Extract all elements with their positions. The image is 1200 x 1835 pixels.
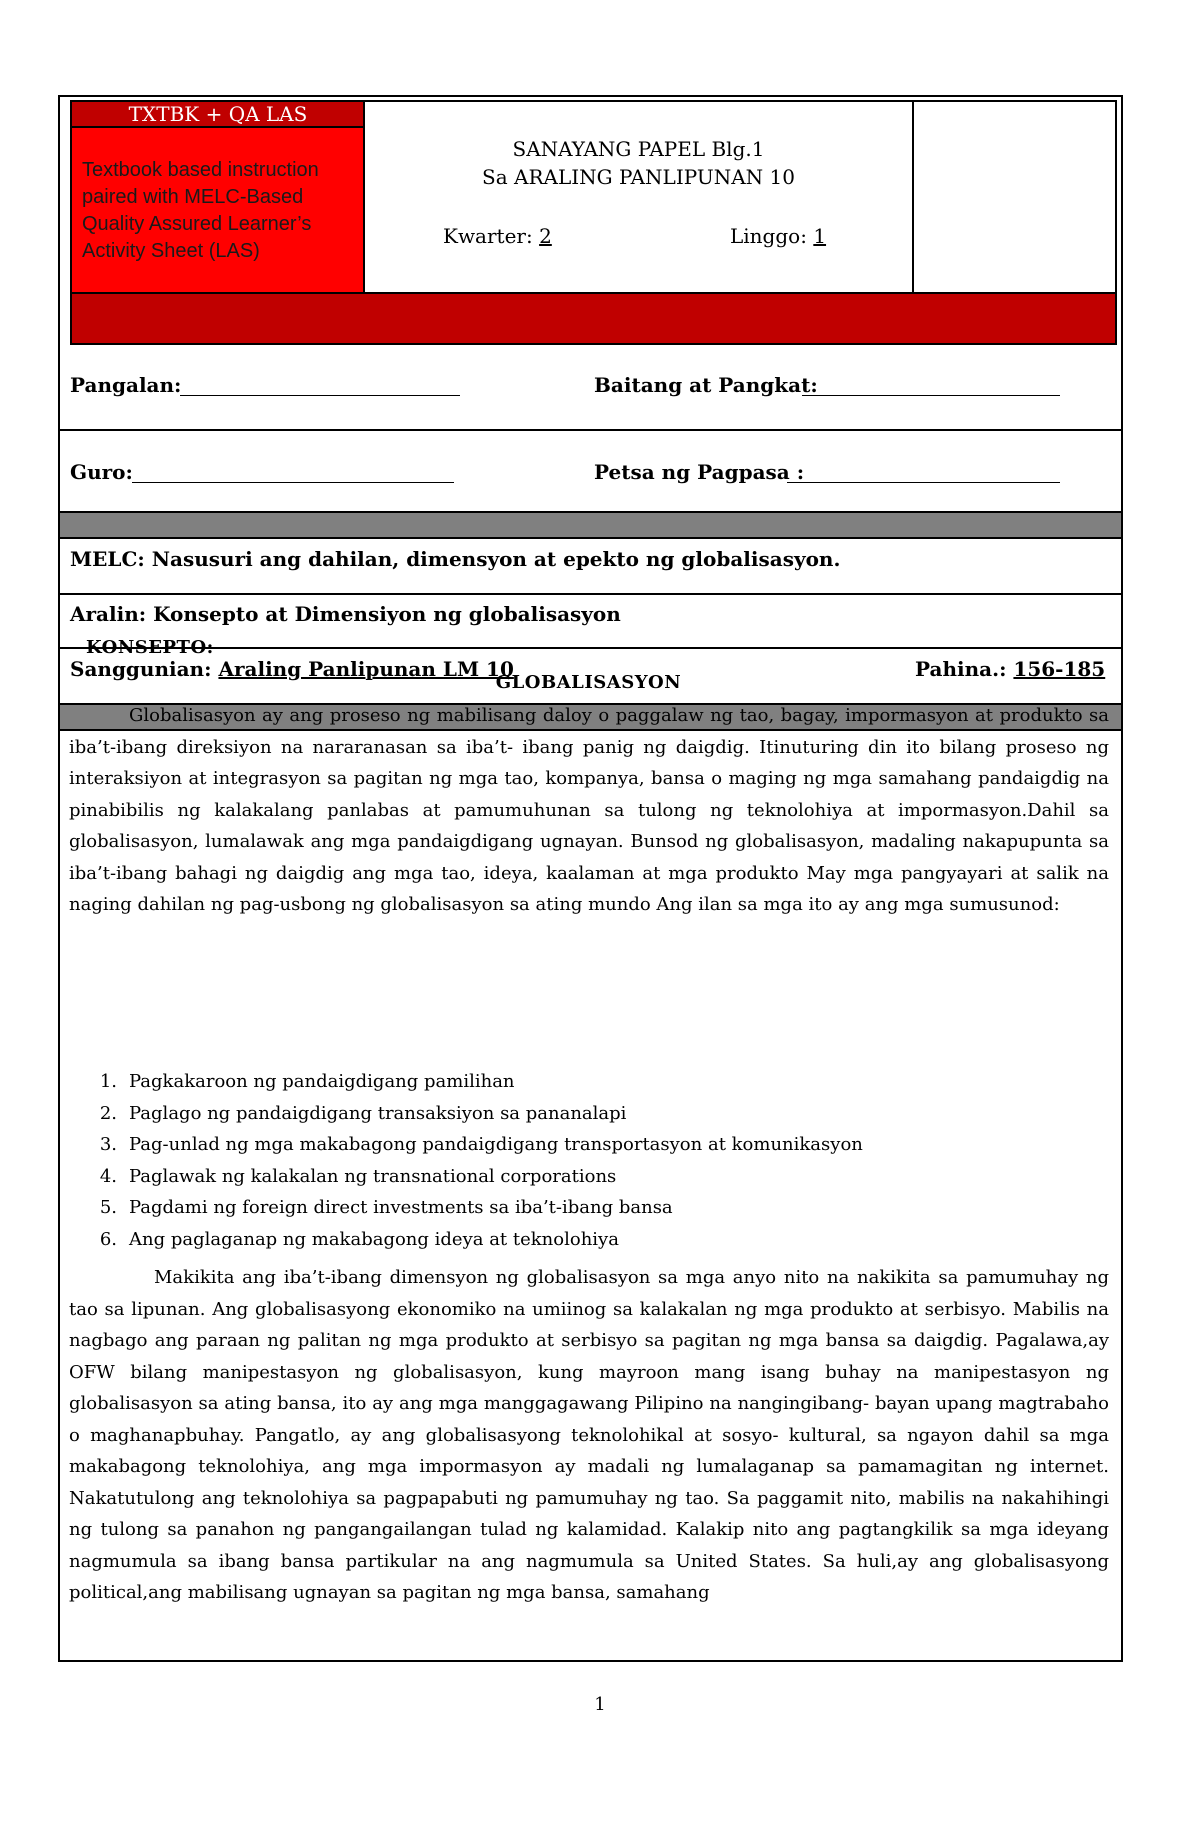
badge-description: Textbook based instruction paired with MELC-Based Quality Assured Learner’s Activity Sheet (LAS) <box>82 159 319 262</box>
list-text: Paglawak ng kalakalan ng transnational corporations <box>129 1165 617 1187</box>
list-number: 6. <box>99 1228 117 1250</box>
intro-paragraph: Globalisasyon ay ang proseso ng mabilisang daloy o paggalaw ng tao, bagay, impormasyon at produkto sa iba’t-ibang direksiyon na nararanasan sa iba’t- ibang panig ng daigdig. Itinuturing din ito bilang proseso ng interaksiyon at integrasyon sa pagitan ng mga tao, kompanya, bansa o maging ng mga samahang pandaigdig na pinabibilis ng kalakalang panlabas at pamumuhunan sa tulong ng teknolohiya at impormasyon.Dahil sa globalisasyon, lumalawak ang mga pandaigdigang ugnayan. Bunsod ng globalisasyon, madaling nakapupunta sa iba’t-ibang bahagi ng daigdig ang mga tao, ideya, kaalaman at mga produkto May mga pangyayari at salik na naging dahilan ng pag-usbong ng globalisasyon sa ating mundo Ang ilan sa mga ito ay ang mga sumusunod: <box>69 705 1109 915</box>
kwarter-value: 2 <box>539 224 552 248</box>
title-line-2: Sa ARALING PANLIPUNAN 10 <box>482 165 795 189</box>
petsa-label: Petsa ng Pagpasa : <box>594 460 805 484</box>
pahina-value: 156-185 <box>1013 657 1106 681</box>
list-item <box>69 1098 863 1130</box>
list-number: 3. <box>99 1134 117 1156</box>
list-text: Pagdami ng foreign direct investments sa iba’t-ibang bansa <box>129 1197 673 1219</box>
list-text: Pagkakaroon ng pandaigdigang pamilihan <box>129 1071 515 1092</box>
melc-text: MELC: Nasusuri ang dahilan, dimensyon at epekto ng globalisasyon. <box>70 547 841 571</box>
pangalan-label: Pangalan: <box>70 373 182 397</box>
pahina-label: Pahina.: <box>915 657 1007 681</box>
list-number: 4. <box>99 1165 117 1187</box>
list-number: 2. <box>99 1102 117 1124</box>
dimension-paragraph: Makikita ang iba’t-ibang dimensyon ng globalisasyon sa mga anyo nito na nakikita sa pamumuhay ng tao sa lipunan. Ang globalisasyong ekonomiko na umiinog sa kalakalan ng mga produkto at serbisyo. Mabilis na nagbago ang paraan ng palitan ng mga produkto at serbisyo sa pagitan ng mga bansa sa daigdig. Pagalawa,ay OFW bilang manipestasyon ng globalisasyon, kung mayroon mang isang buhay na manipestasyon ng globalisasyon sa ating bansa, ito ay ang mga manggagawang Pilipino na nangingibang- bayan upang magtrabaho o maghanapbuhay. Pangatlo, ay ang globalisasyong teknolohikal at sosyo- kultural, sa ngayon dahil sa mga makabagong teknolohiya, ang mga impormasyon ay madali ng lumalaganap sa pamamagitan ng internet. Nakatutulong ang teknolohiya sa pagpapabuti ng pamumuhay ng tao. Sa paggamit nito, mabilis na nakahihingi ng tulong sa panahon ng pangangailangan tulad ng kalamidad. Kalakip nito ang pagtangkilik sa mga ideyang nagmumula sa ibang bansa partikular na ang nagmumula sa United States. Sa huli,ay ang globalisasyong political,ang mabilisang ugnayan sa pagitan ng mga bansa, samahang <box>69 1267 1109 1603</box>
page-number: 1 <box>594 1694 606 1715</box>
content-area <box>58 0 1123 1665</box>
title-line-1: SANAYANG PAPEL Blg.1 <box>512 137 765 161</box>
list-item <box>69 1066 863 1098</box>
sanggunian-value: Araling Panlipunan LM 10 <box>218 657 514 681</box>
list-text: Paglago ng pandaigdigang transaksiyon sa pananalapi <box>129 1102 627 1124</box>
list-item <box>69 1192 863 1224</box>
kwarter-label: Kwarter: <box>443 224 533 248</box>
list-text: Ang paglaganap ng makabagong ideya at teknolohiya <box>129 1228 619 1250</box>
list-item <box>69 1161 863 1193</box>
aralin-text: Aralin: Konsepto at Dimensiyon ng globalisasyon <box>70 602 621 626</box>
guro-label: Guro: <box>70 460 133 484</box>
linggo-label: Linggo: <box>730 224 807 248</box>
section-title: GLOBALISASYON <box>495 672 682 693</box>
factors-list <box>69 1066 863 1256</box>
list-text: Pag-unlad ng mga makabagong pandaigdigang transportasyon at komunikasyon <box>129 1134 863 1156</box>
list-item <box>69 1129 863 1161</box>
konsepto-heading: KONSEPTO: <box>86 637 214 658</box>
list-number: 1. <box>99 1071 117 1092</box>
list-number: 5. <box>99 1197 117 1219</box>
badge-title: TXTBK + QA LAS <box>72 102 364 128</box>
baitang-label: Baitang at Pangkat: <box>594 373 818 397</box>
linggo-value: 1 <box>813 224 827 248</box>
sanggunian-label: Sanggunian: <box>70 657 212 681</box>
list-item <box>69 1224 863 1256</box>
